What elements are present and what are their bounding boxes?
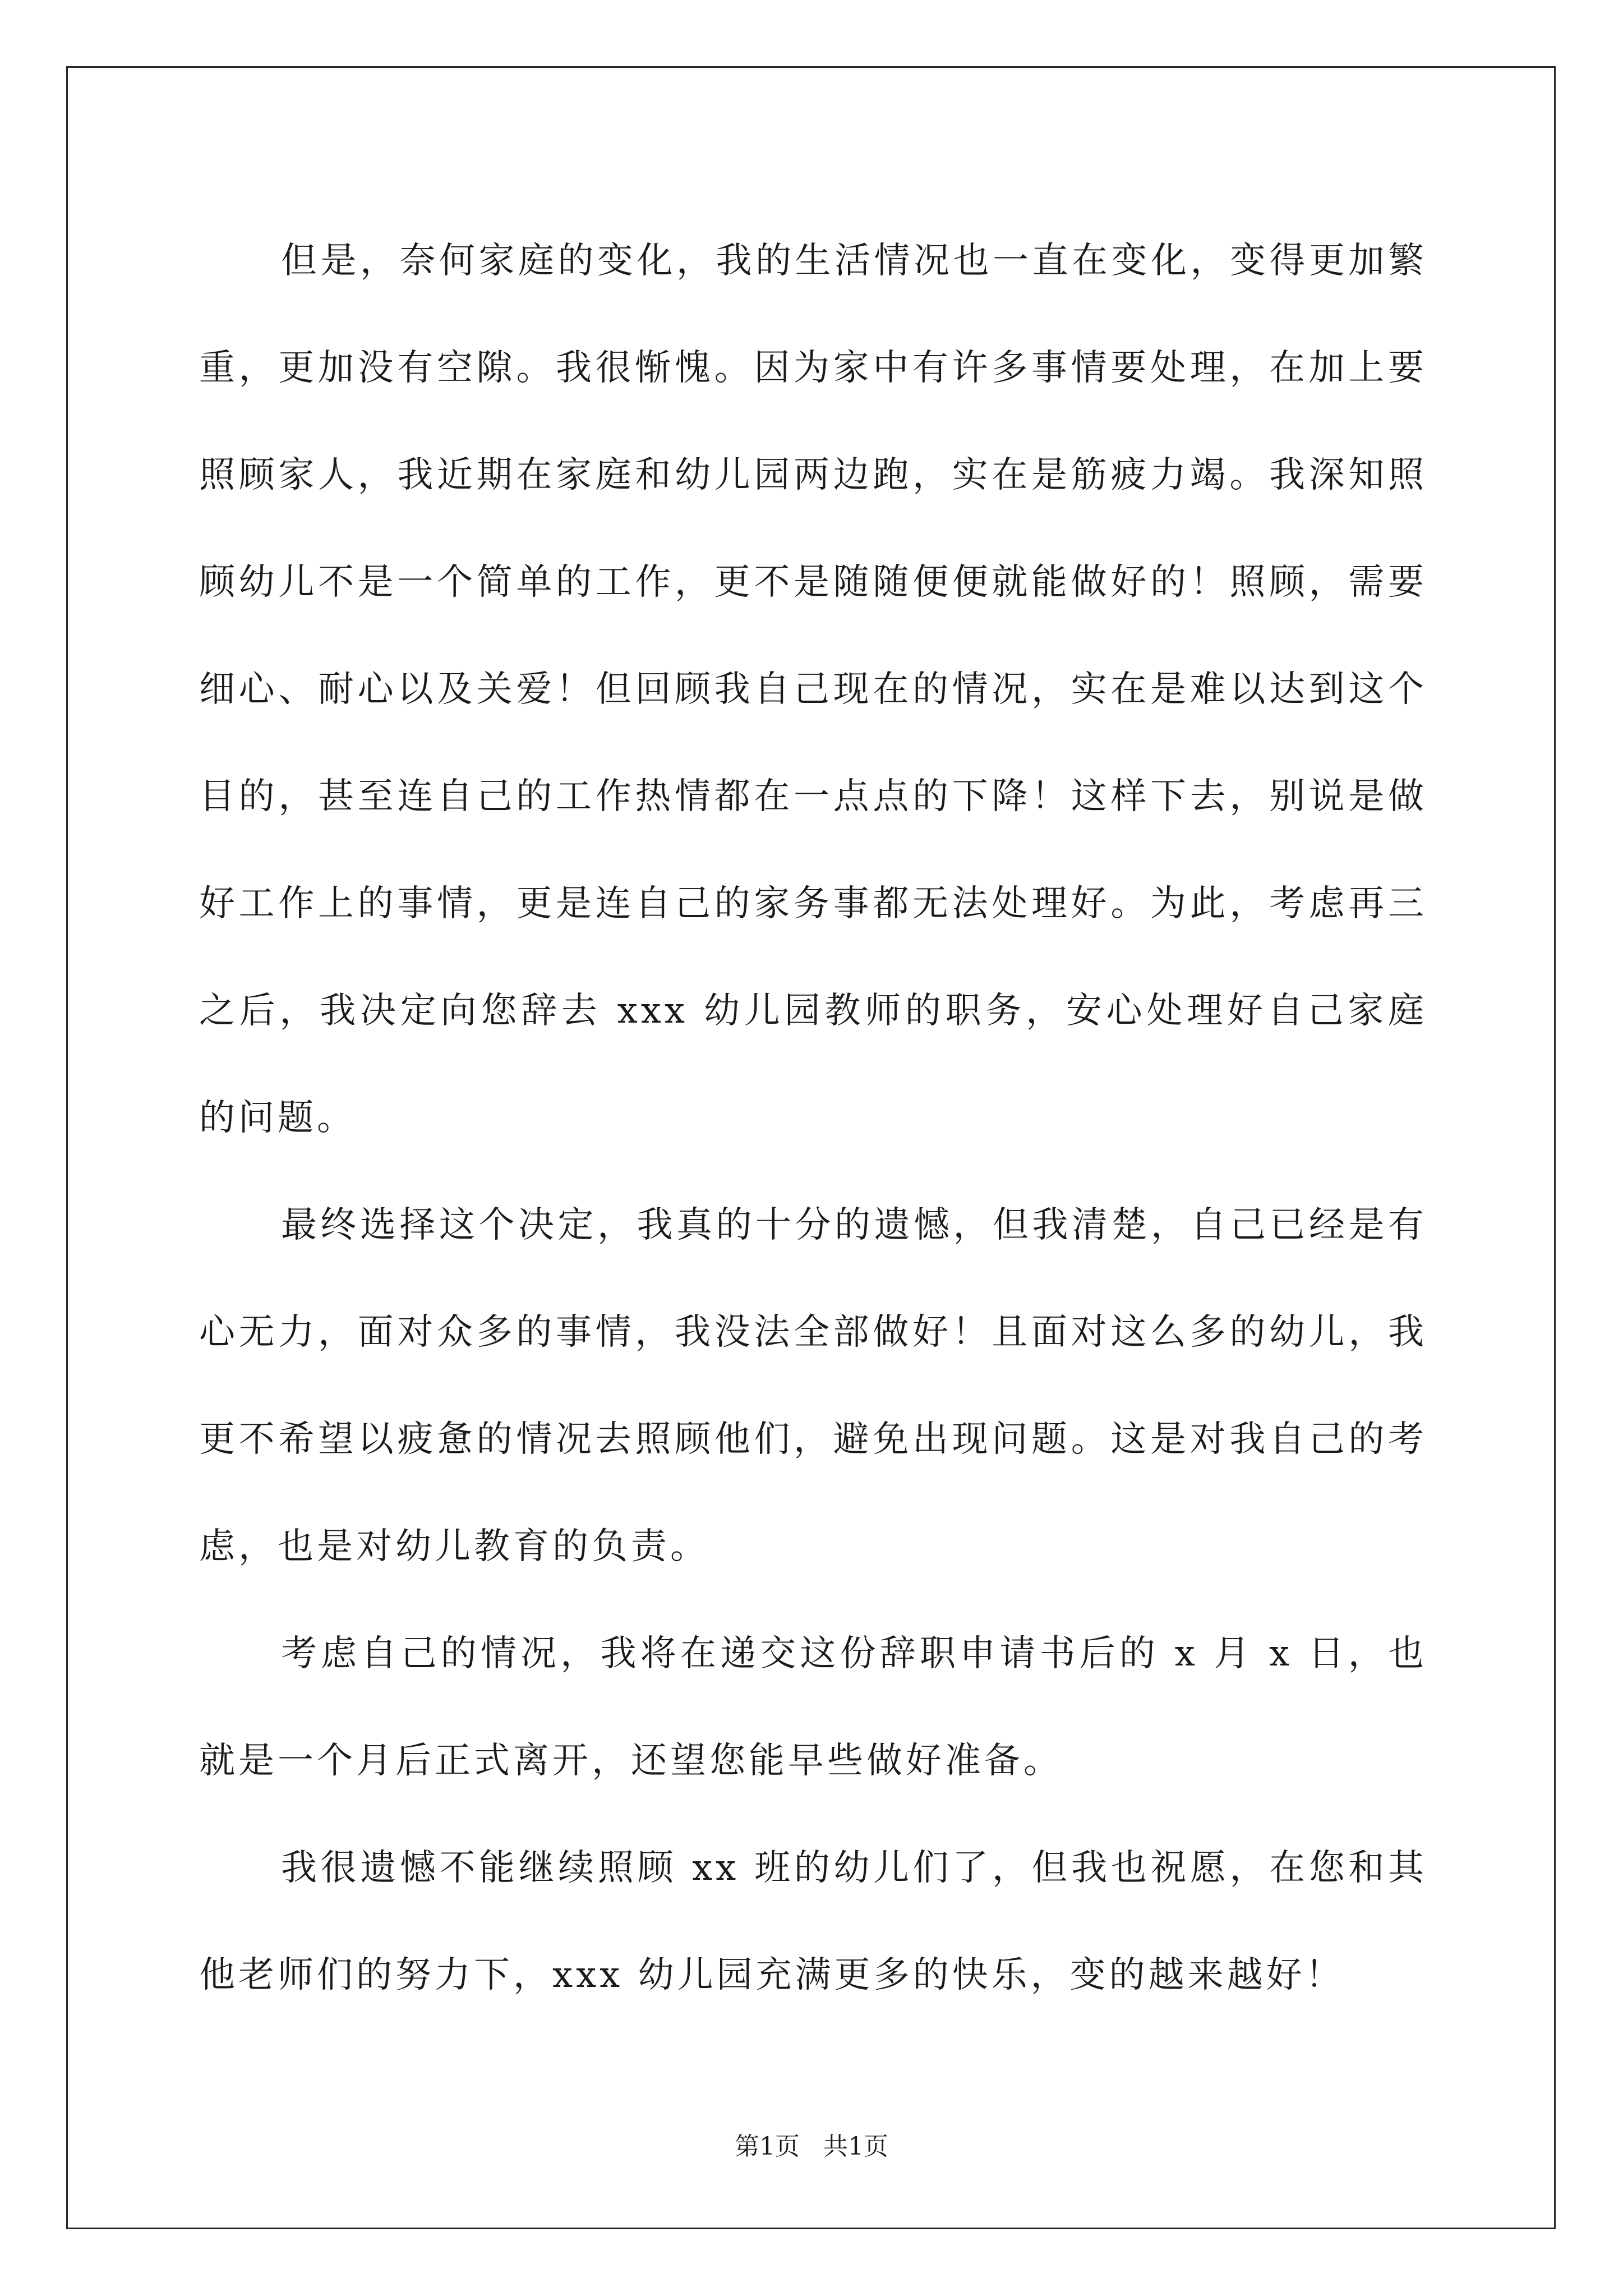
paragraph: 考虑自己的情况，我将在递交这份辞职申请书后的 x 月 x 日，也就是一个月后正式离开，还望您能早些做好准备。 bbox=[199, 1633, 1427, 1782]
page-number-footer: 第1页 共1页 bbox=[735, 2132, 888, 2161]
paragraph: 最终选择这个决定，我真的十分的遗憾，但我清楚，自己已经是有心无力，面对众多的事情，我没法全部做好！且面对这么多的幼儿，我更不希望以疲惫的情况去照顾他们，避免出现问题。这是对我自己的考虑，也是对幼儿教育的负责。 bbox=[199, 1204, 1427, 1567]
document-body bbox=[199, 208, 1427, 2029]
paragraph: 我很遗憾不能继续照顾 xx 班的幼儿们了，但我也祝愿，在您和其他老师们的努力下，xxx 幼儿园充满更多的快乐，变的越来越好！ bbox=[199, 1847, 1427, 1996]
paragraph: 但是，奈何家庭的变化，我的生活情况也一直在变化，变得更加繁重，更加没有空隙。我很惭愧。因为家中有许多事情要处理，在加上要照顾家人，我近期在家庭和幼儿园两边跑，实在是筋疲力竭。我深知照顾幼儿不是一个简单的工作，更不是随随便便就能做好的！照顾，需要细心、耐心以及关爱！但回顾我自己现在的情况，实在是难以达到这个目的，甚至连自己的工作热情都在一点点的下降！这样下去，别说是做好工作上的事情，更是连自己的家务事都无法处理好。为此，考虑再三之后，我决定向您辞去 xxx 幼儿园教师的职务，安心处理好自己家庭的问题。 bbox=[199, 240, 1427, 1139]
